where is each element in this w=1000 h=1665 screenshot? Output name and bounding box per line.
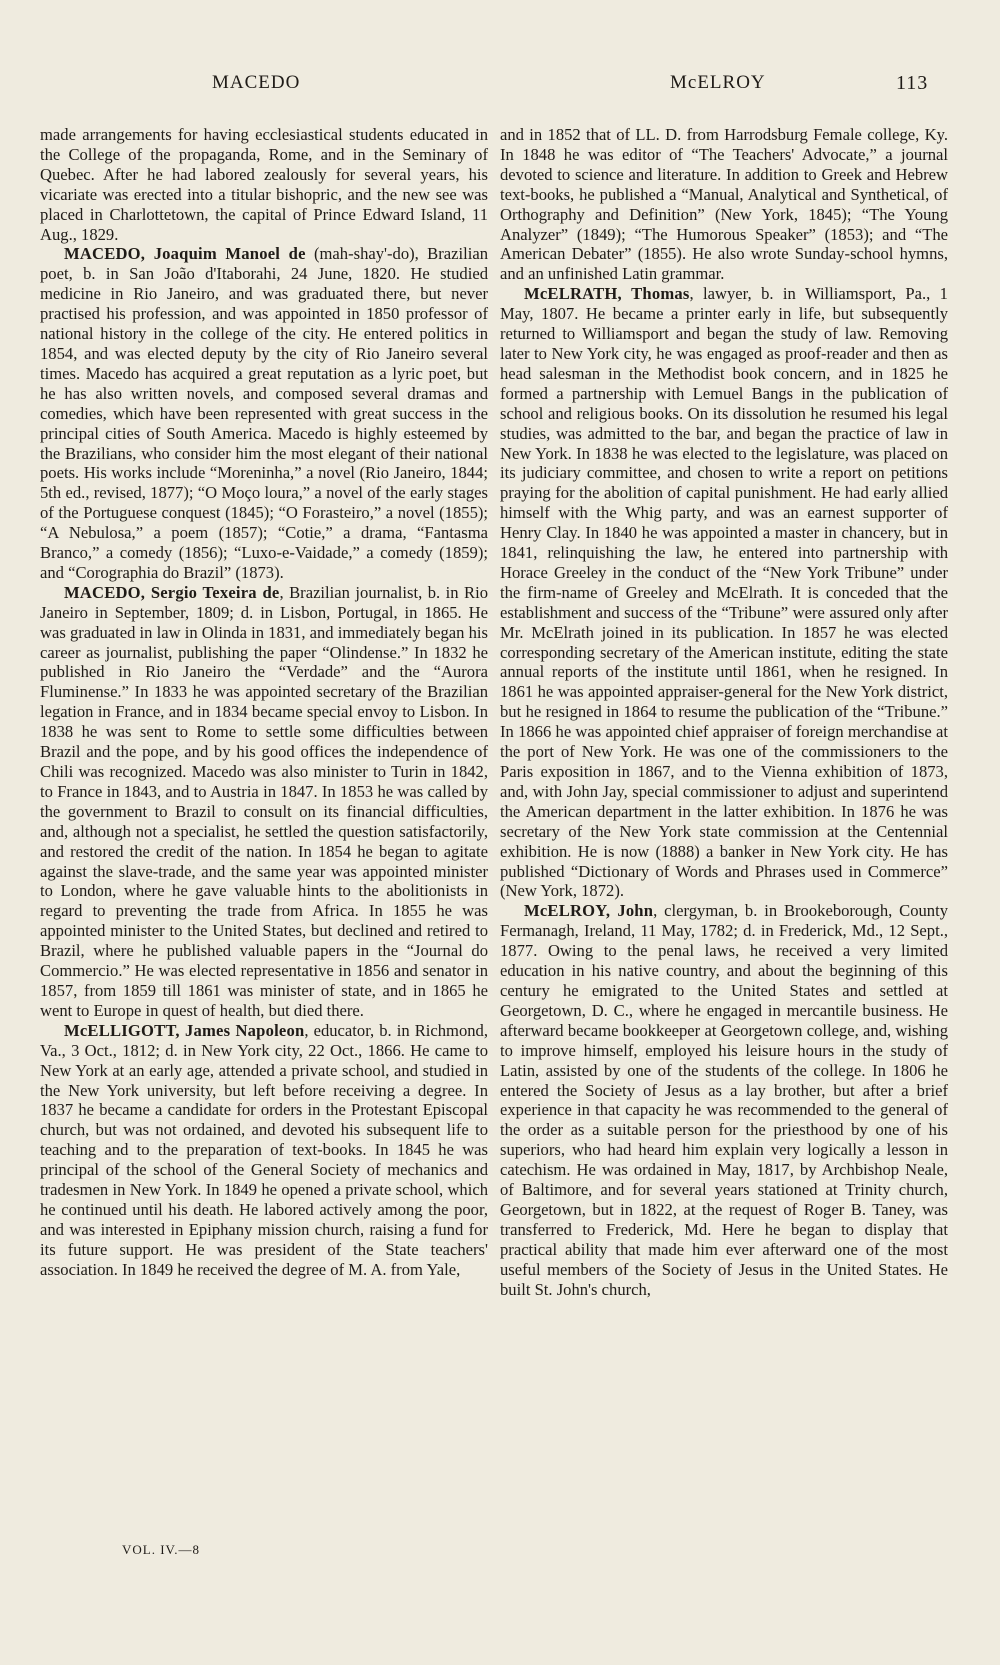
running-head-left: MACEDO — [212, 72, 301, 93]
entry-body: (mah-shay'-do), Brazilian poet, b. in San João d'Itaborahi, 24 June, 1820. He studied medicine in Rio Janeiro, and was graduated there, but never practised his profession, and was appointed in 1850 professor of national history in the college of the city. He entered politics in 1854, and was elected deputy by the city of Rio Janeiro several times. Macedo has acquired a great reputation as a lyric poet, but he has also written novels, and composed several dramas and comedies, which have been represented with great success in the principal cities of South America. Macedo is highly esteemed by the Brazilians, who consider him the most elegant of their national poets. His works include “Moreninha,” a novel (Rio Janeiro, 1844; 5th ed., revised, 1877); “O Moço loura,” a novel of the early stages of the Portuguese conquest (1845); “O Forasteiro,” a novel (1855); “A Nebulosa,” a poem (1857); “Cotie,” a drama, “Fantasma Branco,” a comedy (1856); “Luxo-e-Vaidade,” a comedy (1859); and “Corographia do Brazil” (1873). — [40, 244, 488, 582]
signature-mark: VOL. IV.—8 — [122, 1542, 201, 1557]
continued-entry-text: and in 1852 that of LL. D. from Harrodsburg Female college, Ky. In 1848 he was editor of “The Teachers' Advocate,” a journal devoted to science and literature. In addition to Greek and Hebrew text-books, he published a “Manual, Analytical and Synthetical, of Orthography and Definition” (New York, 1845); “The Young Analyzer” (1849); “The Humorous Speaker” (1853); and “The American Debater” (1855). He also wrote Sunday-school hymns, and an unfinished Latin grammar. — [500, 125, 948, 284]
running-head — [0, 72, 1000, 102]
continued-entry-text: made arrangements for having ecclesiastical students educated in the College of the propaganda, Rome, and in the Seminary of Quebec. After he had labored zealously for several years, his vicariate was erected into a titular bishopric, and the new see was placed in Charlottetown, the capital of Prince Edward Island, 11 Aug., 1829. — [40, 125, 488, 244]
entry-mcelroy-john — [500, 901, 948, 1299]
page-number: 113 — [896, 72, 929, 94]
entry-heading: MACEDO, Joaquim Manoel de — [64, 244, 306, 264]
entry-heading: McELRATH, Thomas — [524, 284, 690, 304]
entry-body: , Brazilian journalist, b. in Rio Janeiro in September, 1809; d. in Lisbon, Portugal, in 1865. He was graduated in law in Olinda in 1831, and immediately began his career as journalist, publishing the paper “Olindense.” In 1832 he published in Rio Janeiro the “Verdade” and the “Aurora Fluminense.” In 1833 he was appointed secretary of the Brazilian legation in France, and in 1834 became special envoy to Lisbon. In 1838 he was sent to Rome to settle some difficulties between Brazil and the pope, and by his good offices the independence of Chili was recognized. Macedo was also minister to Turin in 1842, to France in 1843, and to Austria in 1847. In 1853 he was called by the government to Brazil to consult on its financial difficulties, and, although not a specialist, he settled the question satisfactorily, and restored the credit of the nation. In 1854 he began to agitate against the slave-trade, and the same year was appointed minister to London, where he gave valuable hints to the abolitionists in regard to preventing the trade from Africa. In 1855 he was appointed minister to the United States, but declined and retired to Brazil, where he published valuable papers in the “Journal do Commercio.” He was elected representative in 1856 and senator in 1857, from 1859 till 1861 was minister of state, and in 1865 he went to Europe in quest of health, but died there. — [40, 582, 488, 1020]
running-head-center: McELROY — [670, 72, 766, 93]
right-column — [500, 125, 948, 1299]
entry-macedo-sergio — [40, 583, 488, 1021]
entry-mcelrath-thomas — [500, 284, 948, 901]
entry-heading: McELLIGOTT, James Napoleon — [64, 1020, 305, 1040]
entry-body: , clergyman, b. in Brookeborough, County Fermanagh, Ireland, 11 May, 1782; d. in Frederick, Md., 12 Sept., 1877. Owing to the penal laws, he received a very limited education in his native country, and about the beginning of this century he emigrated to the United States and settled at Georgetown, D. C., where he engaged in mercantile business. He afterward became bookkeeper at Georgetown college, and, wishing to improve himself, employed his leisure hours in the study of Latin, assisted by one of the students of the college. In 1806 he entered the Society of Jesus as a lay brother, but after a brief experience in that capacity he was recommended to the general of the order as a suitable person for the priesthood by one of his superiors, who had heard him explain very logically a lesson in catechism. He was ordained in May, 1817, by Archbishop Neale, of Baltimore, and for several years stationed at Trinity church, Georgetown, but in 1822, at the request of Roger B. Taney, was transferred to Frederick, Md. Here he began to display that practical ability that made him ever afterward one of the most useful members of the Society of Jesus in the United States. He built St. John's church, — [500, 901, 948, 1299]
entry-body: , lawyer, b. in Williamsport, Pa., 1 May, 1807. He became a printer early in life, but subsequently returned to Williamsport and began the study of law. Removing later to New York city, he was engaged as proof-reader and then as head salesman in the Methodist book concern, and in 1825 he formed a partnership with Lemuel Bangs in the publication of school and religious books. On its dissolution he resumed his legal studies, was admitted to the bar, and began the practice of law in New York. In 1838 he was elected to the legislature, was placed on its judiciary committee, and chosen to write a report on petitions praying for the abolition of capital punishment. He had early allied himself with the Whig party, and was an earnest supporter of Henry Clay. In 1840 he was appointed a master in chancery, but in 1841, relinquishing the law, he entered into partnership with Horace Greeley in the conduct of the “New York Tribune” under the firm-name of Greeley and McElrath. It is conceded that the establishment and success of the “Tribune” were assured only after Mr. McElrath joined in its publication. In 1857 he was elected corresponding secretary of the American institute, editing the state annual reports of the institute until 1861, when he resigned. In 1861 he was appointed appraiser-general for the New York district, but he resigned in 1864 to resume the publication of the “Tribune.” In 1866 he was appointed chief appraiser of foreign merchandise at the port of New York. He was one of the commissioners to the Paris exposition in 1867, and to the Vienna exhibition of 1873, and, with John Jay, special commissioner to adjust and superintend the American department in the latter exhibition. In 1876 he was secretary of the New York state commission at the Centennial exhibition. He is now (1888) a banker in New York city. He has published “Dictionary of Words and Phrases used in Commerce” (New York, 1872). — [500, 284, 948, 901]
left-column — [40, 125, 488, 1280]
entry-mcelligott-james — [40, 1021, 488, 1280]
entry-macedo-joaquim — [40, 244, 488, 582]
entry-heading: McELROY, John — [524, 901, 654, 921]
entry-heading: MACEDO, Sergio Texeira de — [64, 582, 280, 602]
entry-body: , educator, b. in Richmond, Va., 3 Oct., 1812; d. in New York city, 22 Oct., 1866. He came to New York at an early age, attended a private school, and studied in the New York university, but left before receiving a degree. In 1837 he became a candidate for orders in the Protestant Episcopal church, but was not ordained, and devoted his subsequent life to teaching and to the preparation of text-books. In 1845 he was principal of the school of the General Society of mechanics and tradesmen in New York. In 1849 he opened a private school, which he continued until his death. He labored actively among the poor, and was interested in Epiphany mission church, raising a fund for its future support. He was president of the State teachers' association. In 1849 he received the degree of M. A. from Yale, — [40, 1020, 488, 1279]
